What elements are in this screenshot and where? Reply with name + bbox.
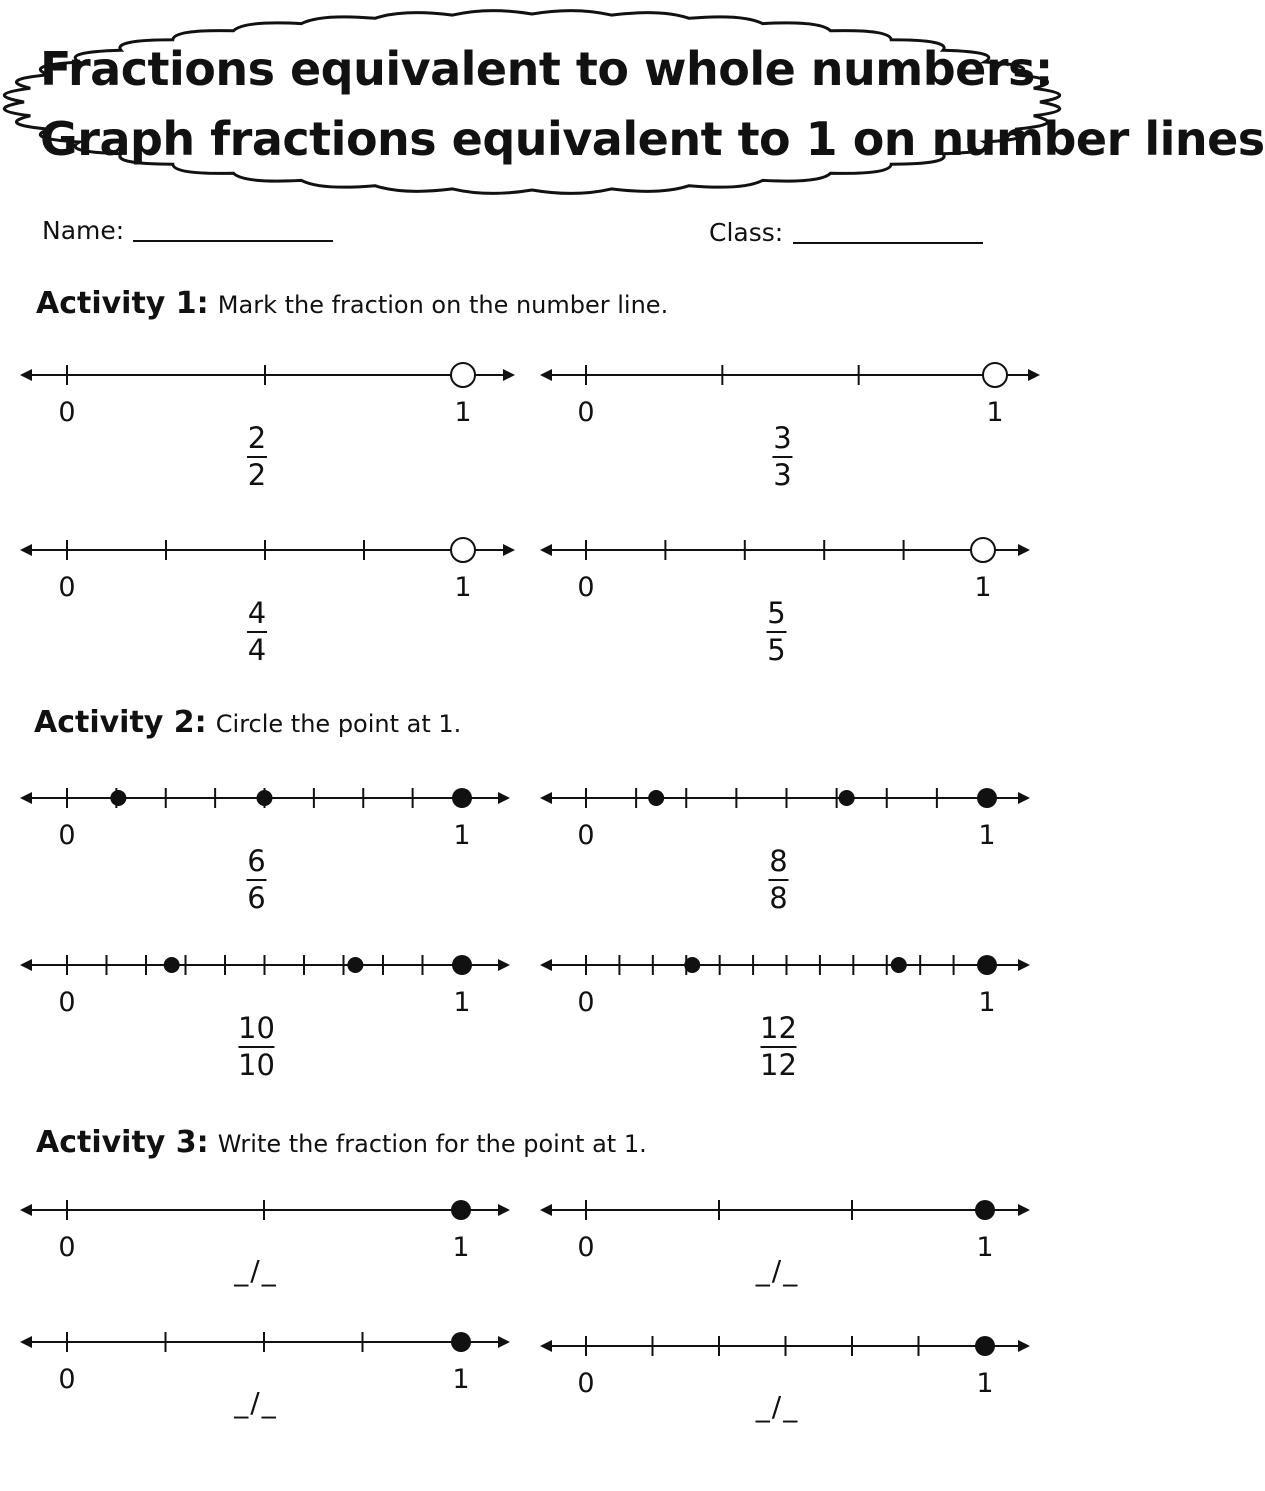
number-line-12 (540, 1336, 1030, 1423)
label-zero: 0 (58, 1364, 76, 1395)
right-arrow-icon (1018, 1340, 1030, 1352)
point-marker (347, 957, 363, 973)
number-line-9 (20, 1200, 510, 1287)
point-marker (684, 957, 700, 973)
page-subtitle: Graph fractions equivalent to 1 on number lines (40, 112, 1265, 166)
label-zero: 0 (58, 820, 76, 851)
label-one: 1 (454, 572, 472, 603)
number-line-4 (540, 538, 1030, 667)
filled-point-at-one (452, 788, 472, 808)
fraction-denominator: 2 (247, 458, 267, 492)
label-zero: 0 (577, 572, 595, 603)
label-zero: 0 (58, 1232, 76, 1263)
number-line-11 (20, 1332, 510, 1419)
left-arrow-icon (20, 1336, 32, 1348)
filled-point-at-one (451, 1200, 471, 1220)
number-line-10 (540, 1200, 1030, 1287)
label-one: 1 (986, 397, 1004, 428)
left-arrow-icon (540, 369, 552, 381)
left-arrow-icon (20, 544, 32, 556)
open-circle-at-one (971, 538, 995, 562)
label-one: 1 (978, 820, 996, 851)
fraction-numerator: 10 (238, 1011, 275, 1045)
point-marker (891, 957, 907, 973)
fraction-numerator: 6 (247, 844, 266, 878)
filled-point-at-one (452, 955, 472, 975)
activity-1-instruction: Mark the fraction on the number line. (217, 291, 669, 319)
fraction-numerator: 4 (247, 596, 267, 630)
left-arrow-icon (20, 792, 32, 804)
left-arrow-icon (20, 1204, 32, 1216)
left-arrow-icon (20, 959, 32, 971)
right-arrow-icon (498, 1336, 510, 1348)
number-line-6 (540, 788, 1030, 915)
open-circle-at-one (451, 538, 475, 562)
fraction-denominator: 8 (769, 881, 788, 915)
number-line-8 (540, 955, 1030, 1082)
right-arrow-icon (498, 792, 510, 804)
name-label: Name: (42, 216, 125, 245)
activity-3-title: Activity 3: (36, 1125, 209, 1160)
number-line-1 (20, 363, 515, 492)
fraction-denominator: 3 (773, 458, 792, 492)
label-zero: 0 (577, 820, 595, 851)
fraction-numerator: 12 (760, 1011, 797, 1045)
filled-point-at-one (451, 1332, 471, 1352)
point-marker (257, 790, 273, 806)
fraction-answer-blank: _/_ (755, 1254, 800, 1287)
left-arrow-icon (20, 369, 32, 381)
label-zero: 0 (577, 1368, 595, 1399)
filled-point-at-one (975, 1336, 995, 1356)
label-one: 1 (454, 397, 472, 428)
label-zero: 0 (577, 1232, 595, 1263)
left-arrow-icon (540, 792, 552, 804)
right-arrow-icon (503, 369, 515, 381)
fraction-numerator: 8 (769, 844, 788, 878)
fraction-answer-blank: _/_ (234, 1386, 278, 1419)
fraction-denominator: 6 (247, 881, 266, 915)
right-arrow-icon (503, 544, 515, 556)
right-arrow-icon (1018, 1204, 1030, 1216)
point-marker (164, 957, 180, 973)
point-marker (648, 790, 664, 806)
left-arrow-icon (540, 1340, 552, 1352)
label-one: 1 (453, 987, 471, 1018)
activity-1-title: Activity 1: (36, 286, 209, 321)
left-arrow-icon (540, 1204, 552, 1216)
fraction-numerator: 2 (247, 421, 267, 455)
label-one: 1 (974, 572, 992, 603)
label-one: 1 (976, 1368, 994, 1399)
activity-2-instruction: Circle the point at 1. (215, 710, 462, 738)
fraction-numerator: 5 (767, 596, 786, 630)
point-marker (110, 790, 126, 806)
fraction-denominator: 5 (767, 633, 786, 667)
label-one: 1 (976, 1232, 994, 1263)
fraction-answer-blank: _/_ (755, 1390, 800, 1423)
label-zero: 0 (577, 397, 595, 428)
point-marker (839, 790, 855, 806)
number-line-3 (20, 538, 515, 667)
right-arrow-icon (1028, 369, 1040, 381)
number-line-5 (20, 788, 510, 915)
page-title: Fractions equivalent to whole numbers: (40, 42, 1053, 96)
left-arrow-icon (540, 544, 552, 556)
open-circle-at-one (983, 363, 1007, 387)
right-arrow-icon (1018, 544, 1030, 556)
label-one: 1 (453, 820, 471, 851)
label-one: 1 (452, 1232, 470, 1263)
label-one: 1 (452, 1364, 470, 1395)
fraction-answer-blank: _/_ (234, 1254, 278, 1287)
fraction-denominator: 4 (247, 633, 267, 667)
activity-3-instruction: Write the fraction for the point at 1. (217, 1130, 647, 1158)
fraction-denominator: 12 (760, 1048, 797, 1082)
label-zero: 0 (58, 397, 76, 428)
class-label: Class: (709, 218, 784, 247)
right-arrow-icon (1018, 959, 1030, 971)
fraction-denominator: 10 (238, 1048, 275, 1082)
fraction-numerator: 3 (773, 421, 792, 455)
label-zero: 0 (58, 987, 76, 1018)
label-one: 1 (978, 987, 996, 1018)
label-zero: 0 (577, 987, 595, 1018)
number-line-2 (540, 363, 1040, 492)
open-circle-at-one (451, 363, 475, 387)
label-zero: 0 (58, 572, 76, 603)
filled-point-at-one (977, 955, 997, 975)
filled-point-at-one (977, 788, 997, 808)
activity-2-title: Activity 2: (34, 705, 207, 740)
right-arrow-icon (498, 959, 510, 971)
right-arrow-icon (1018, 792, 1030, 804)
right-arrow-icon (498, 1204, 510, 1216)
filled-point-at-one (975, 1200, 995, 1220)
number-line-7 (20, 955, 510, 1082)
left-arrow-icon (540, 959, 552, 971)
